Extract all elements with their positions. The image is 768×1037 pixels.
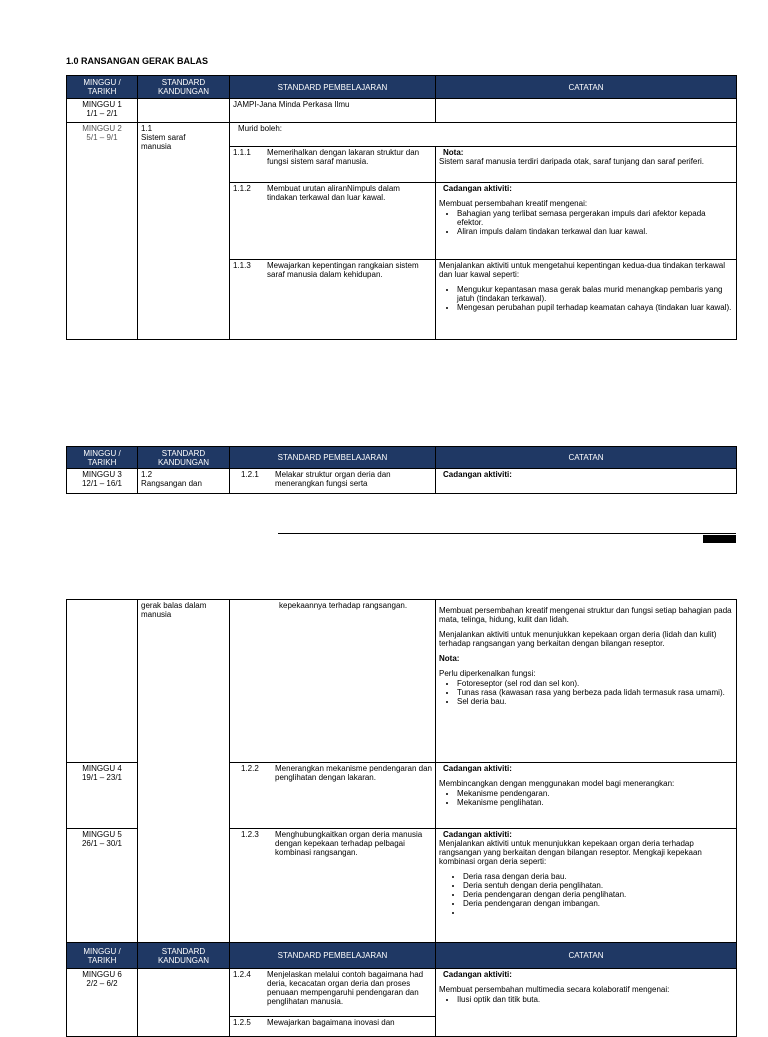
murid-boleh: Murid boleh: bbox=[230, 123, 737, 147]
week-3: MINGGU 3 12/1 – 16/1 bbox=[67, 469, 138, 494]
catatan-1-2-1-cont: Membuat persembahan kreatif mengenai struktur dan fungsi setiap bahagian pada mata, telinga, hidung, kulit dan lidah. Menjalankan aktiviti untuk menunjukkan kepekaan organ deria (lidah dan kulit) terhadap rangsangan yang berkaitan dengan bilangan reseptor. Nota: Perlu diperkenalkan fungsi: • Fotoreseptor (sel rod dan sel kon). • Tunas rasa (kawasan rasa yang berbeza pada lidah termasuk rasa umami). • Sel deria bau. bbox=[436, 600, 737, 763]
table-3 bbox=[66, 599, 737, 1037]
week-4: MINGGU 4 19/1 – 23/1 bbox=[67, 763, 138, 829]
sk-1-1: 1.1 Sistem saraf manusia bbox=[138, 123, 230, 340]
list-item: • Mengukur kepantasan masa gerak balas murid menangkap pembaris yang jatuh (tindakan terkawal). bbox=[457, 285, 733, 303]
col-sp: STANDARD PEMBELAJARAN bbox=[230, 76, 436, 99]
catatan-1-1-2: Cadangan aktiviti: Membuat persembahan kreatif mengenai: • Bahagian yang terlibat semasa pergerakan impuls dari afektor kepada efektor. • Aliran impuls dalam tindakan terkawal dan luar kawal. bbox=[436, 183, 737, 260]
list-item: • Sel deria bau. bbox=[457, 697, 733, 706]
list-item: • Mekanisme penglihatan. bbox=[457, 798, 733, 807]
col-sk: STANDARD KANDUNGAN bbox=[138, 943, 230, 969]
col-catatan: CATATAN bbox=[436, 76, 737, 99]
page-divider bbox=[278, 533, 736, 534]
list-item: • Ilusi optik dan titik buta. bbox=[457, 995, 733, 1004]
col-minggu: MINGGU / TARIKH bbox=[67, 76, 138, 99]
list-item: • Mekanisme pendengaran. bbox=[457, 789, 733, 798]
list-item: • Deria sentuh dengan deria penglihatan. bbox=[463, 881, 733, 890]
sp-1-2-1-cont: kepekaannya terhadap rangsangan. bbox=[230, 600, 436, 763]
list-item: • Tunas rasa (kawasan rasa yang berbeza pada lidah termasuk rasa umami). bbox=[457, 688, 733, 697]
sp-1-2-4: 1.2.4 Menjelaskan melalui contoh bagaimana had deria, kecacatan organ deria dan proses penuaan mempengaruhi pendengaran dan penglihatan manusia. bbox=[230, 969, 436, 1017]
sp-1-1-3: 1.1.3 Mewajarkan kepentingan rangkaian sistem saraf manusia dalam kehidupan. bbox=[230, 260, 436, 340]
col-sp: STANDARD PEMBELAJARAN bbox=[230, 943, 436, 969]
week-2: MINGGU 2 5/1 – 9/1 bbox=[67, 123, 138, 340]
week-1: MINGGU 1 1/1 – 2/1 bbox=[67, 99, 138, 123]
col-sk: STANDARD KANDUNGAN bbox=[138, 76, 230, 99]
sp-1-2-1: 1.2.1 Melakar struktur organ deria dan menerangkan fungsi serta bbox=[230, 469, 436, 494]
catatan-1-2-2: Cadangan aktiviti: Membincangkan dengan menggunakan model bagi menerangkan: • Mekanisme pendengaran. • Mekanisme penglihatan. bbox=[436, 763, 737, 829]
sp-1-2-5: 1.2.5 Mewajarkan bagaimana inovasi dan bbox=[230, 1017, 436, 1037]
page-number-tab bbox=[703, 535, 736, 543]
col-sk: STANDARD KANDUNGAN bbox=[138, 447, 230, 469]
catatan-1-2-4: Cadangan aktiviti: Membuat persembahan multimedia secara kolaboratif mengenai: • Ilusi optik dan titik buta. bbox=[436, 969, 737, 1037]
sp-1-1-2: 1.1.2 Membuat urutan aliranNimpuls dalam tindakan terkawal dan luar kawal. bbox=[230, 183, 436, 260]
list-item: • Bahagian yang terlibat semasa pergerakan impuls dari afektor kepada efektor. bbox=[457, 209, 733, 227]
sp-1-2-3: 1.2.3 Menghubungkaitkan organ deria manusia dengan kepekaan terhadap pelbagai kombinasi rangsangan. bbox=[230, 829, 436, 943]
list-item: • Deria pendengaran dengan imbangan. bbox=[463, 899, 733, 908]
list-item: • Deria pendengaran dengan deria penglihatan. bbox=[463, 890, 733, 899]
catatan-1-1-1: Nota: Sistem saraf manusia terdiri daripada otak, saraf tunjang dan saraf periferi. bbox=[436, 147, 737, 183]
col-minggu: MINGGU / TARIKH bbox=[67, 447, 138, 469]
sk-1-2-cont: gerak balas dalam manusia bbox=[138, 600, 230, 943]
sp-1-2-2: 1.2.2 Menerangkan mekanisme pendengaran dan penglihatan dengan lakaran. bbox=[230, 763, 436, 829]
list-item bbox=[463, 908, 733, 917]
list-item: • Fotoreseptor (sel rod dan sel kon). bbox=[457, 679, 733, 688]
sp-1-1-1: 1.1.1 Memerihalkan dengan lakaran struktur dan fungsi sistem saraf manusia. bbox=[230, 147, 436, 183]
document-title: 1.0 RANSANGAN GERAK BALAS bbox=[66, 56, 209, 66]
list-item: • Mengesan perubahan pupil terhadap keamatan cahaya (tindakan luar kawal). bbox=[457, 303, 733, 312]
list-item: • Aliran impuls dalam tindakan terkawal dan luar kawal. bbox=[457, 227, 733, 236]
week-6: MINGGU 6 2/2 – 6/2 bbox=[67, 969, 138, 1037]
col-minggu: MINGGU / TARIKH bbox=[67, 943, 138, 969]
catatan-1-2-3: Cadangan aktiviti: Menjalankan aktiviti untuk menunjukkan kepekaan organ deria terhadap rangsangan yang berkaitan dengan bilangan reseptor. Mengkaji kepekaan kombinasi organ deria seperti: • Deria rasa dengan deria bau. • Deria sentuh dengan deria penglihatan. • Deria pendengaran dengan deria penglihatan. • Deria pendengaran dengan imbangan. • bbox=[436, 829, 737, 943]
sk-1-2: 1.2 Rangsangan dan bbox=[138, 469, 230, 494]
table-2 bbox=[66, 446, 737, 494]
list-item: • Deria rasa dengan deria bau. bbox=[463, 872, 733, 881]
jampi-text: JAMPI-Jana Minda Perkasa Ilmu bbox=[230, 99, 436, 123]
catatan-1-1-3: Menjalankan aktiviti untuk mengetahui kepentingan kedua-dua tindakan terkawal dan luar kawal seperti: • Mengukur kepantasan masa gerak balas murid menangkap pembaris yang jatuh (tindakan terkawal). • Mengesan perubahan pupil terhadap keamatan cahaya (tindakan luar kawal). bbox=[436, 260, 737, 340]
col-sp: STANDARD PEMBELAJARAN bbox=[230, 447, 436, 469]
col-catatan: CATATAN bbox=[436, 943, 737, 969]
catatan-1-2-1: Cadangan aktiviti: bbox=[436, 469, 737, 494]
week-5: MINGGU 5 26/1 – 30/1 bbox=[67, 829, 138, 943]
col-catatan: CATATAN bbox=[436, 447, 737, 469]
table-1 bbox=[66, 75, 737, 340]
